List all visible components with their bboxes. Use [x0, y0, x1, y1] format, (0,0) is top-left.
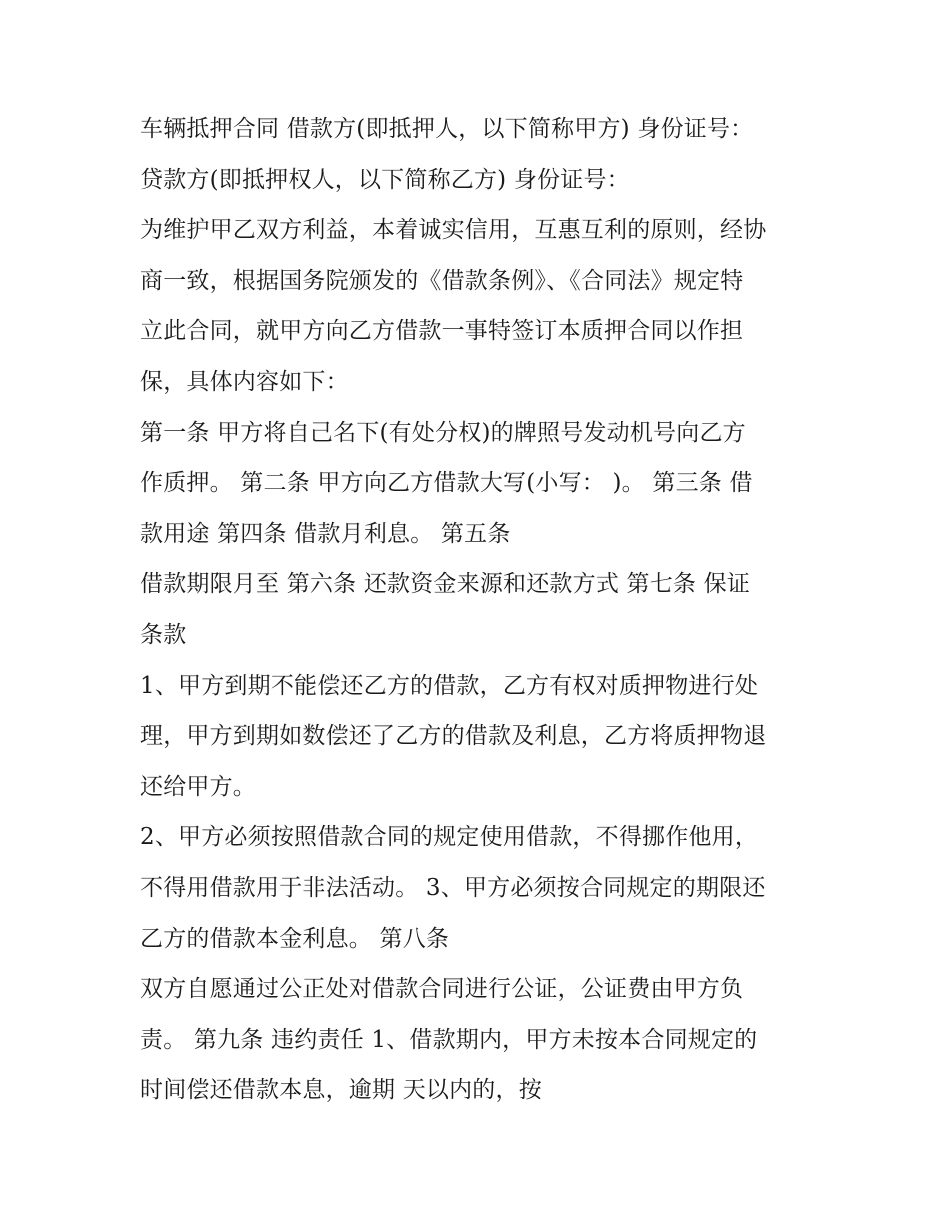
document-body — [140, 104, 820, 1116]
text-line: 车辆抵押合同 借款方(即抵押人，以下简称甲方) 身份证号： — [140, 116, 754, 142]
text-line: 不得用借款用于非法活动。 3、甲方必须按合同规定的期限还 — [140, 874, 766, 901]
text-line: 2、甲方必须按照借款合同的规定使用借款，不得挪作他用， — [140, 824, 759, 851]
text-line: 时间偿还借款本息，逾期 天以内的，按 — [140, 1077, 542, 1104]
text-line: 乙方的借款本金利息。 第八条 — [140, 925, 450, 952]
text-line: 为维护甲乙双方利益，本着诚实信用，互惠互利的原则，经协 — [140, 217, 767, 244]
text-line: 还给甲方。 — [140, 773, 256, 800]
text-line: 作质押。 第二条 甲方向乙方借款大写(小写： )。 第三条 借 — [140, 470, 753, 497]
text-line: 商一致，根据国务院颁发的《借款条例》、《合同法》规定特 — [140, 267, 744, 294]
text-line: 责。 第九条 违约责任 1、借款期内，甲方未按本合同规定的 — [140, 1026, 758, 1053]
text-line: 双方自愿通过公正处对借款合同进行公证，公证费由甲方负 — [140, 976, 744, 1003]
text-line: 理，甲方到期如数偿还了乙方的借款及利息，乙方将质押物退 — [140, 723, 767, 750]
text-line: 款用途 第四条 借款月利息。 第五条 — [140, 520, 511, 547]
text-line: 1、甲方到期不能偿还乙方的借款，乙方有权对质押物进行处 — [140, 672, 759, 699]
text-line: 保，具体内容如下： — [140, 368, 349, 395]
text-line: 第一条 甲方将自己名下(有处分权)的牌照号发动机号向乙方 — [140, 419, 746, 446]
text-line: 立此合同，就甲方向乙方借款一事特签订本质押合同以作担 — [140, 318, 744, 345]
text-line: 贷款方(即抵押权人，以下简称乙方) 身份证号： — [140, 166, 630, 193]
text-line: 条款 — [140, 621, 187, 648]
text-line: 借款期限月至 第六条 还款资金来源和还款方式 第七条 保证 — [140, 571, 751, 598]
